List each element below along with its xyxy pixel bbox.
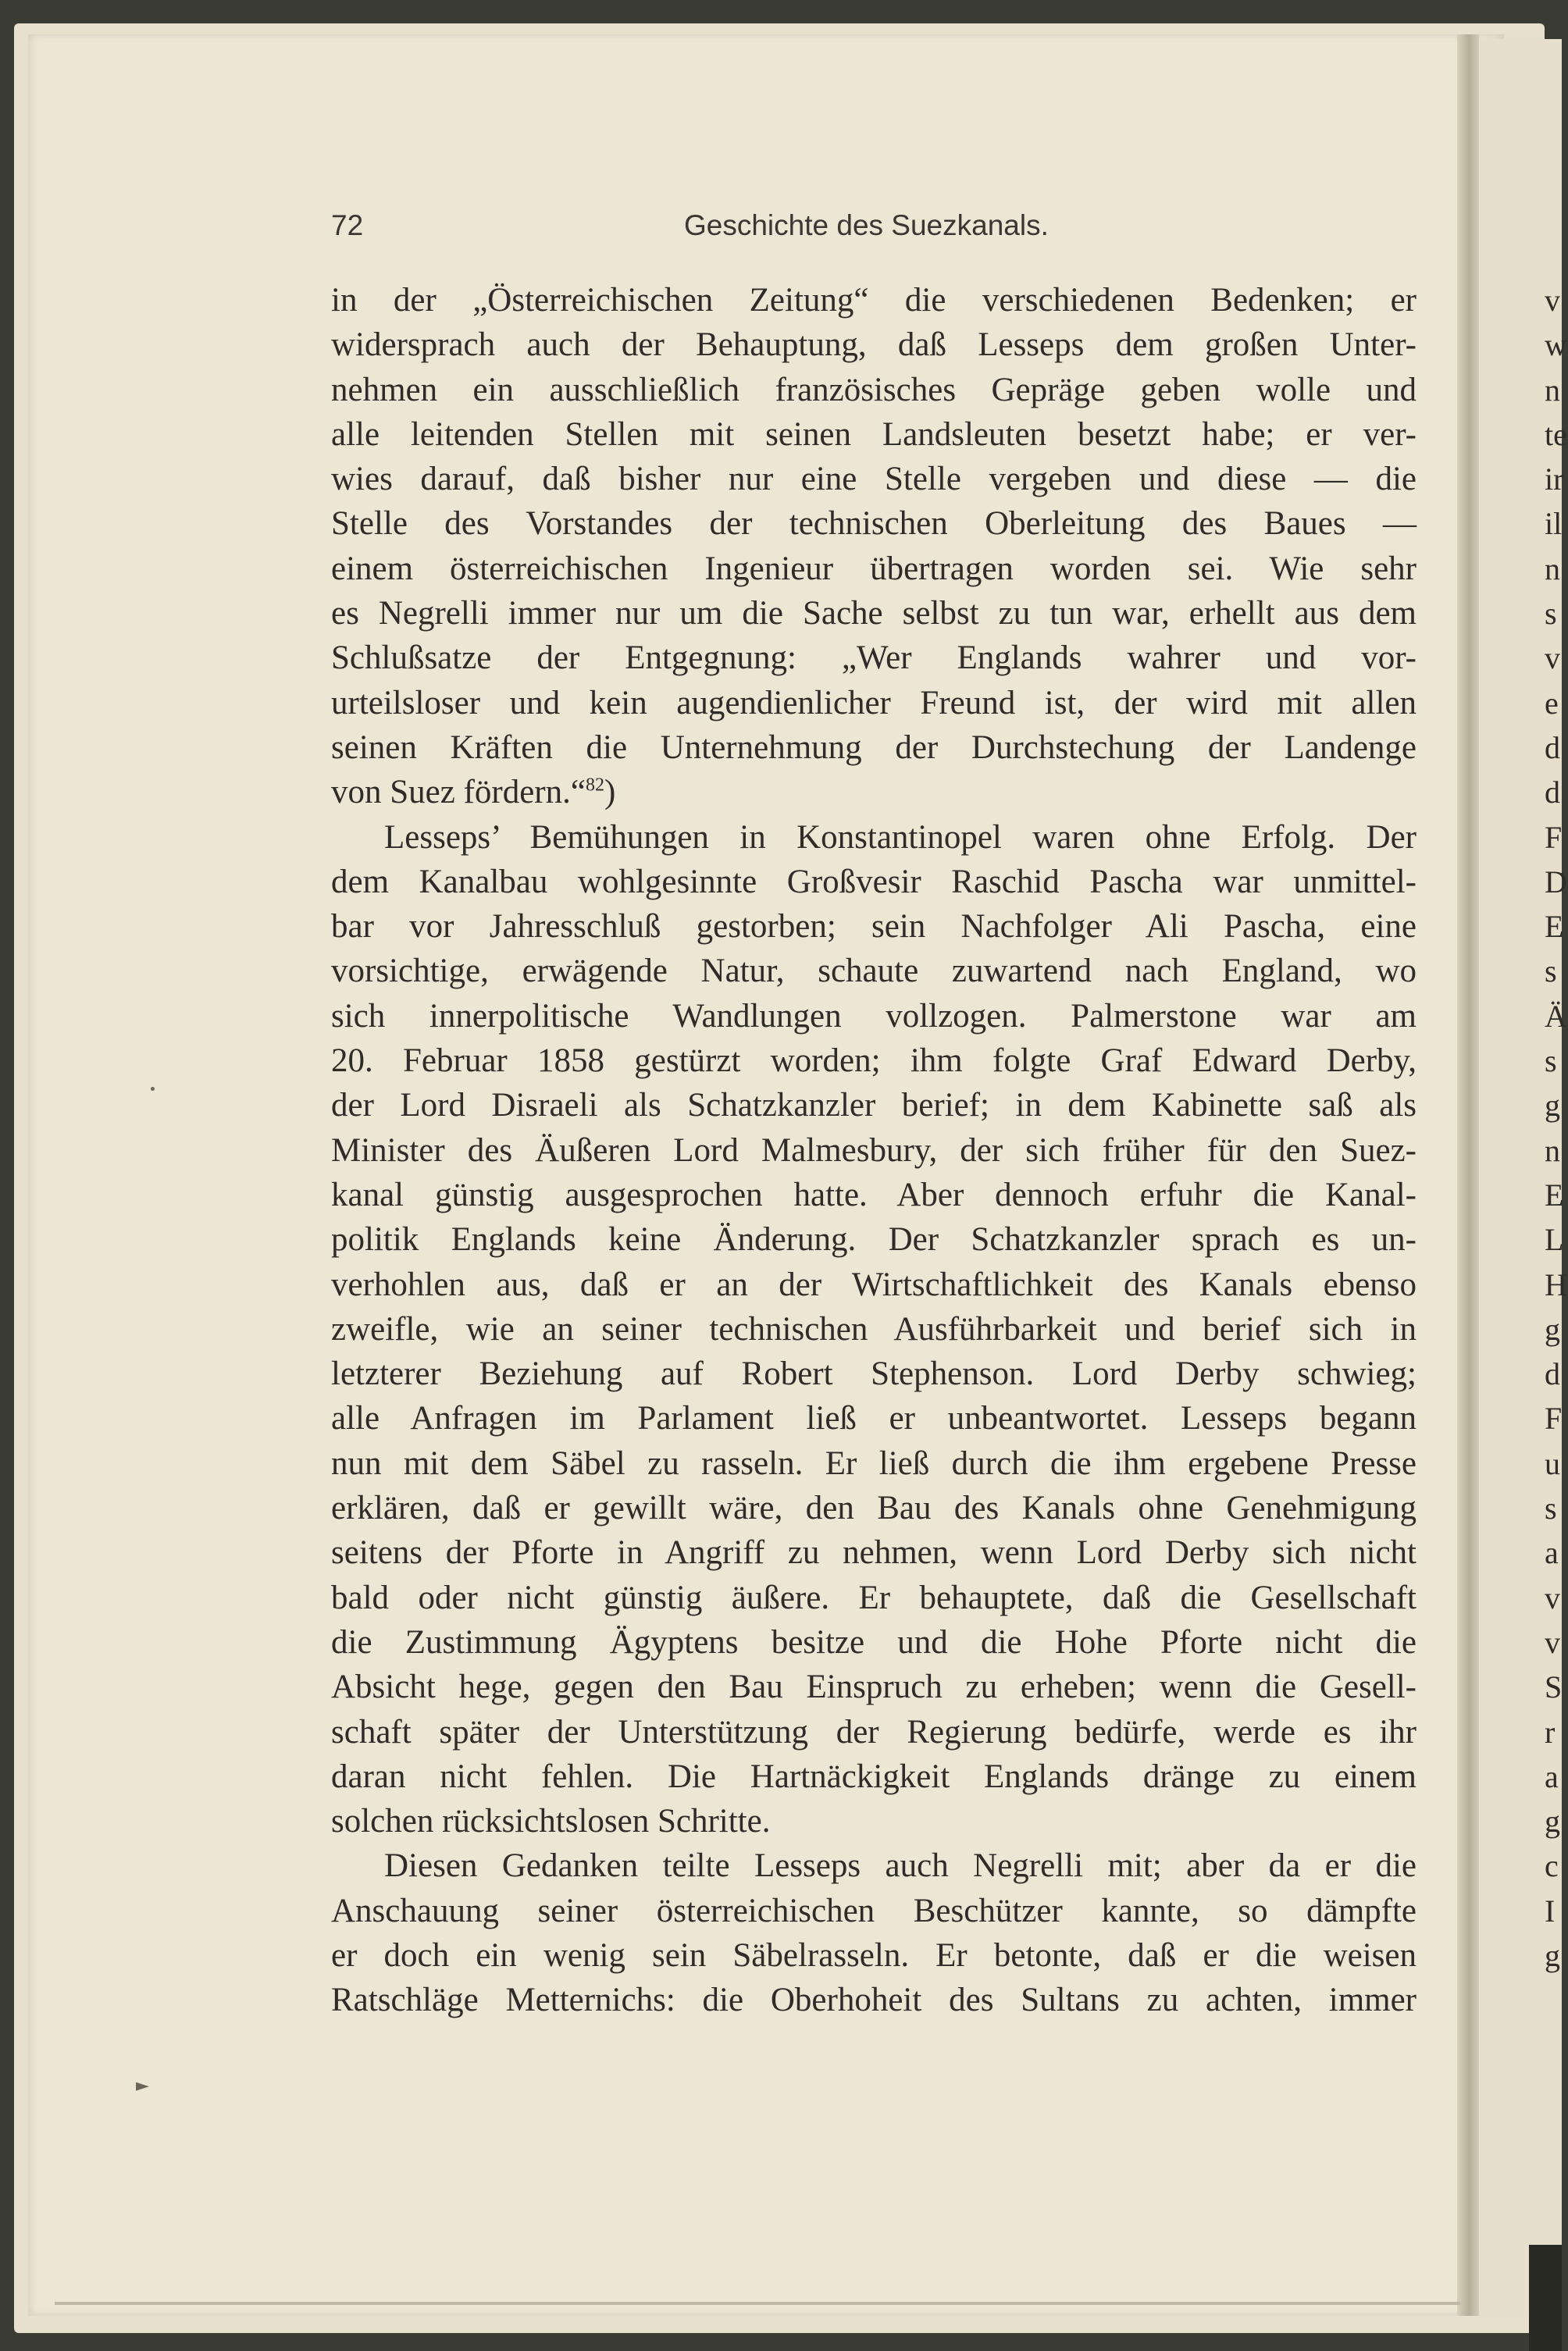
text-line: alle leitenden Stellen mit seinen Landsleuten besetzt habe; er ver- — [331, 415, 1417, 453]
text-line: Absicht hege, gegen den Bau Einspruch zu erheben; wenn die Gesell- — [331, 1669, 1417, 1706]
book-spine — [1457, 34, 1479, 2316]
text-line: 20. Februar 1858 gestürzt worden; ihm folgte Graf Edward Derby, — [331, 1042, 1417, 1080]
text-line: nehmen ein ausschließlich französisches Gepräge geben wolle und — [331, 371, 1417, 408]
pencil-mark: ► — [136, 2076, 149, 2096]
text-line: solchen rücksichtslosen Schritte. — [331, 1803, 771, 1840]
facing-page-text — [1545, 278, 1568, 1978]
fragment: E — [1545, 1177, 1564, 1213]
fragment: v — [1545, 283, 1560, 318]
fragment: w — [1545, 327, 1567, 363]
text-line: die Zustimmung Ägyptens besitze und die Hohe Pforte nicht die — [331, 1623, 1417, 1661]
fragment: d — [1545, 729, 1560, 765]
text-line: verhohlen aus, daß er an der Wirtschaftlichkeit des Kanals ebenso — [331, 1266, 1417, 1303]
fragment: c — [1545, 1848, 1559, 1884]
text-line: Anschauung seiner österreichischen Beschützer kannte, so dämpfte — [331, 1892, 1417, 1929]
fragment: n — [1545, 372, 1560, 408]
background-corner — [1529, 2245, 1562, 2351]
fragment: a — [1545, 1535, 1559, 1571]
text-line: urteilsloser und kein augendienlicher Freund ist, der wird mit allen — [331, 684, 1417, 721]
fragment: g — [1545, 1804, 1560, 1840]
page-number: 72 — [331, 209, 364, 241]
fragment: n — [1545, 550, 1560, 586]
text-line: letzterer Beziehung auf Robert Stephenson. Lord Derby schwieg; — [331, 1355, 1417, 1393]
text-line: bald oder nicht günstig äußere. Er behauptete, daß die Gesellschaft — [331, 1579, 1417, 1616]
text-line: bar vor Jahresschluß gestorben; sein Nachfolger Ali Pascha, eine — [331, 908, 1417, 946]
text-line: politik Englands keine Änderung. Der Schatzkanzler sprach es un- — [331, 1221, 1417, 1259]
fragment: d — [1545, 1356, 1560, 1392]
fragment: e — [1545, 685, 1559, 721]
fragment: F — [1545, 1401, 1563, 1437]
text-line: zweifle, wie an seiner technischen Ausführbarkeit und berief sich in — [331, 1310, 1417, 1348]
text-line: Schlußsatze der Entgegnung: „Wer Englands wahrer und vor- — [331, 639, 1417, 677]
fragment: v — [1545, 1580, 1560, 1615]
text-line: nun mit dem Säbel zu rasseln. Er ließ durch die ihm ergebene Presse — [331, 1444, 1417, 1482]
text-line: kanal günstig ausgesprochen hatte. Aber dennoch erfuhr die Kanal- — [331, 1176, 1417, 1213]
paragraph-start: Lesseps’ Bemühungen in Konstantinopel waren ohne Erfolg. Der — [384, 818, 1417, 856]
fragment: L — [1545, 1222, 1564, 1258]
fragment: s — [1545, 596, 1557, 632]
text-line — [331, 2023, 1417, 2068]
text-line: widersprach auch der Behauptung, daß Lesseps dem großen Unter- — [331, 326, 1417, 364]
text-line: seinen Kräften die Unternehmung der Durchstechung der Landenge — [331, 728, 1417, 766]
fragment: I — [1545, 1893, 1556, 1929]
text-line: Minister des Äußeren Lord Malmesbury, der sich früher für den Suez- — [331, 1131, 1417, 1169]
text-line: erklären, daß er gewillt wäre, den Bau des Kanals ohne Genehmigung — [331, 1490, 1417, 1527]
fragment: d — [1545, 775, 1560, 810]
fragment: v — [1545, 640, 1560, 676]
body-text — [331, 278, 1417, 2068]
fragment: Ä — [1545, 998, 1567, 1034]
text-line: in der „Österreichischen Zeitung“ die verschiedenen Bedenken; er — [331, 282, 1417, 319]
running-header — [331, 209, 1417, 248]
fragment: r — [1545, 1714, 1556, 1750]
fragment: g — [1545, 1311, 1560, 1347]
fragment: v — [1545, 1624, 1560, 1660]
text-line: seitens der Pforte in Angriff zu nehmen, wenn Lord Derby sich nicht — [331, 1534, 1417, 1572]
fragment: ir — [1545, 461, 1564, 497]
running-title: Geschichte des Suezkanals. — [684, 209, 1049, 241]
text-line: der Lord Disraeli als Schatzkanzler berief; in dem Kabinette saß als — [331, 1087, 1417, 1124]
text-line: schaft später der Unterstützung der Regierung bedürfe, werde es ihr — [331, 1713, 1417, 1751]
fragment: te — [1545, 416, 1567, 452]
fragment: s — [1545, 1491, 1557, 1526]
text-line: sich innerpolitische Wandlungen vollzogen. Palmerstone war am — [331, 997, 1417, 1035]
text-line: Stelle des Vorstandes der technischen Oberleitung des Baues — — [331, 505, 1417, 543]
fragment: D — [1545, 864, 1567, 899]
fragment: s — [1545, 1043, 1557, 1079]
fragment: E — [1545, 909, 1564, 945]
text-line-with-footnote: von Suez fördern.“$^{82}$) — [331, 774, 616, 811]
fragment: F — [1545, 819, 1563, 855]
text-line: er doch ein wenig sein Säbelrasseln. Er betonte, daß er die weisen — [331, 1936, 1417, 1974]
text-line: alle Anfragen im Parlament ließ er unbeantwortet. Lesseps begann — [331, 1400, 1417, 1437]
footnote-reference: 82 — [585, 775, 604, 796]
paragraph-start: Diesen Gedanken teilte Lesseps auch Negrelli mit; aber da er die — [384, 1847, 1417, 1885]
text-line: vorsichtige, erwägende Natur, schaute zuwartend nach England, wo — [331, 953, 1417, 990]
page-bottom-edge — [55, 2302, 1460, 2305]
fragment: s — [1545, 953, 1557, 989]
text-line: von Suez fördern.“ — [331, 774, 586, 811]
fragment: g — [1545, 1088, 1560, 1124]
fragment: n — [1545, 1132, 1560, 1168]
paper-speck — [151, 1087, 155, 1091]
fragment: g — [1545, 1937, 1560, 1973]
text-line: Ratschläge Metternichs: die Oberhoheit des Sultans zu achten, immer — [331, 1982, 1417, 2019]
fragment: a — [1545, 1758, 1559, 1794]
text-line: einem österreichischen Ingenieur übertragen worden sei. Wie sehr — [331, 550, 1417, 587]
fragment: H — [1545, 1266, 1567, 1302]
text-line: wies darauf, daß bisher nur eine Stelle vergeben und diese — die — [331, 461, 1417, 498]
text-line: daran nicht fehlen. Die Hartnäckigkeit Englands dränge zu einem — [331, 1758, 1417, 1795]
text-line: dem Kanalbau wohlgesinnte Großvesir Raschid Pascha war unmittel- — [331, 863, 1417, 900]
fragment: il — [1545, 506, 1563, 542]
text-line: es Negrelli immer nur um die Sache selbst zu tun war, erhellt aus dem — [331, 595, 1417, 632]
fragment: S — [1545, 1669, 1563, 1705]
fragment: u — [1545, 1445, 1560, 1481]
